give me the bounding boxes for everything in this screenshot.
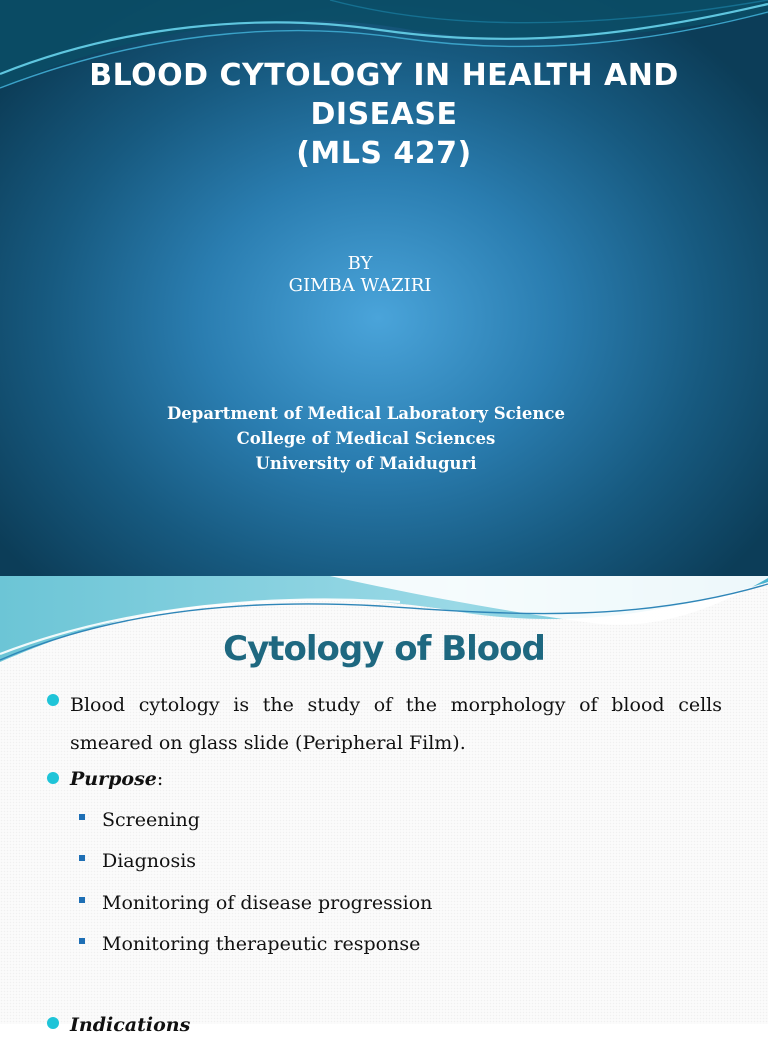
author-block	[160, 253, 560, 297]
title-line: DISEASE	[310, 97, 458, 132]
sub-bullet-text: Monitoring of disease progression	[102, 892, 433, 914]
bullet-text: Blood cytology is the study of the morphology of blood cells smeared on glass slide (Peripheral Film).	[70, 694, 722, 754]
affiliation-line: University of Maiduguri	[255, 454, 477, 473]
bullet-dot-icon	[47, 1017, 59, 1029]
title-line: BLOOD CYTOLOGY IN HEALTH AND	[89, 58, 679, 93]
sub-bullet-text: Diagnosis	[102, 850, 197, 872]
affiliation-line: Department of Medical Laboratory Science	[167, 404, 565, 423]
sub-bullet-square-icon	[79, 855, 85, 861]
by-label: BY	[347, 253, 373, 274]
title-line: (MLS 427)	[296, 136, 472, 171]
content-slide	[0, 576, 768, 1036]
bullet-dot-icon	[47, 694, 59, 706]
slide-title	[20, 56, 748, 173]
affiliation-line: College of Medical Sciences	[236, 429, 496, 448]
slide-title: Cytology of Blood	[223, 629, 545, 669]
sub-bullet-square-icon	[79, 938, 85, 944]
purpose-colon: :	[156, 768, 164, 790]
bullet-dot-icon	[47, 772, 59, 784]
sub-bullet-square-icon	[79, 814, 85, 820]
affiliation-block	[100, 401, 632, 476]
author-name: GIMBA WAZIRI	[288, 275, 432, 296]
purpose-label: Purpose	[70, 768, 157, 790]
sub-bullet-square-icon	[79, 897, 85, 903]
bullet-text: Indications	[70, 1014, 191, 1036]
bullet-text	[70, 766, 722, 792]
sub-bullet-text: Monitoring therapeutic response	[102, 933, 421, 955]
sub-bullet-text: Screening	[102, 809, 200, 831]
